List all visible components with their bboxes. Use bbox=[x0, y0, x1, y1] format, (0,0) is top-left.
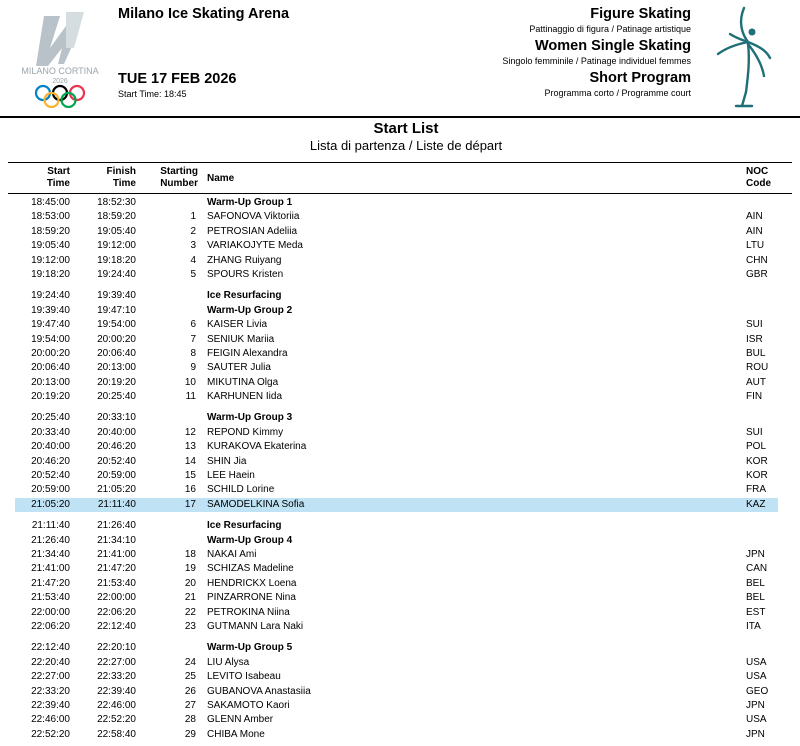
table-row bbox=[0, 606, 800, 620]
start-time-cell: 19:18:20 bbox=[31, 268, 70, 280]
starting-number-cell: 25 bbox=[184, 671, 196, 683]
start-time-cell: 21:05:20 bbox=[31, 498, 70, 510]
phase-subtitle: Programma corto / Programme court bbox=[544, 88, 691, 98]
name-cell: SENIUK Mariia bbox=[207, 333, 275, 345]
name-cell: LEVITO Isabeau bbox=[207, 671, 281, 683]
table-row bbox=[0, 254, 800, 268]
event-date: TUE 17 FEB 2026 bbox=[118, 71, 237, 87]
finish-time-cell: 20:06:40 bbox=[97, 347, 136, 359]
starting-number-cell: 22 bbox=[184, 606, 196, 618]
finish-time-cell: 19:24:40 bbox=[97, 268, 136, 280]
noc-cell: SUI bbox=[746, 426, 763, 438]
table-row bbox=[0, 196, 800, 210]
starting-number-cell: 1 bbox=[190, 211, 196, 223]
start-time-cell: 20:59:00 bbox=[31, 484, 70, 496]
noc-cell: JPN bbox=[746, 548, 765, 560]
sport-title: Figure Skating bbox=[590, 6, 691, 22]
finish-time-cell: 19:05:40 bbox=[97, 225, 136, 237]
table-row bbox=[0, 411, 800, 425]
noc-cell: KAZ bbox=[746, 498, 766, 510]
name-cell: VARIAKOJYTE Meda bbox=[207, 240, 303, 252]
noc-cell: AUT bbox=[746, 376, 766, 388]
table-row bbox=[0, 390, 800, 404]
name-cell: KURAKOVA Ekaterina bbox=[207, 441, 307, 453]
noc-cell: USA bbox=[746, 671, 767, 683]
start-time-cell: 21:47:20 bbox=[31, 577, 70, 589]
starting-number-cell: 12 bbox=[184, 426, 196, 438]
start-time-cell: 22:46:00 bbox=[31, 714, 70, 726]
figure-skater-pictogram-icon bbox=[712, 4, 774, 110]
noc-cell: KOR bbox=[746, 470, 768, 482]
finish-time-cell: 21:41:00 bbox=[97, 548, 136, 560]
noc-cell: FRA bbox=[746, 484, 766, 496]
table-row bbox=[0, 656, 800, 670]
table-row bbox=[0, 685, 800, 699]
starting-number-cell: 19 bbox=[184, 563, 196, 575]
table-row bbox=[0, 728, 800, 742]
finish-time-cell: 19:39:40 bbox=[97, 290, 136, 302]
noc-cell: BEL bbox=[746, 592, 765, 604]
finish-time-cell: 20:52:40 bbox=[97, 455, 136, 467]
table-row bbox=[0, 361, 800, 375]
starting-number-cell: 26 bbox=[184, 685, 196, 697]
event-subtitle: Singolo femminile / Patinage individuel femmes bbox=[502, 56, 691, 66]
noc-cell: GEO bbox=[746, 685, 769, 697]
table-row bbox=[0, 455, 800, 469]
name-cell: PETROKINA Niina bbox=[207, 606, 290, 618]
table-row bbox=[0, 534, 800, 548]
start-time-cell: 20:40:00 bbox=[31, 441, 70, 453]
finish-time-cell: 20:40:00 bbox=[97, 426, 136, 438]
finish-time-cell: 22:00:00 bbox=[97, 592, 136, 604]
event-title: Women Single Skating bbox=[534, 38, 691, 54]
finish-time-cell: 22:46:00 bbox=[97, 699, 136, 711]
table-row bbox=[0, 577, 800, 591]
starting-number-cell: 6 bbox=[190, 319, 196, 331]
name-cell: SAFONOVA Viktoriia bbox=[207, 211, 300, 223]
header-rule bbox=[0, 116, 800, 118]
start-time-cell: 20:52:40 bbox=[31, 470, 70, 482]
starting-number-cell: 27 bbox=[184, 699, 196, 711]
finish-time-cell: 21:47:20 bbox=[97, 563, 136, 575]
noc-cell: SUI bbox=[746, 319, 763, 331]
table-row bbox=[0, 376, 800, 390]
event-info bbox=[502, 6, 691, 102]
name-cell: REPOND Kimmy bbox=[207, 426, 284, 438]
noc-cell: CAN bbox=[746, 563, 768, 575]
table-row bbox=[0, 469, 800, 483]
start-time-cell: 19:12:00 bbox=[31, 254, 70, 266]
finish-time-cell: 19:47:10 bbox=[97, 304, 136, 316]
col-noc-code: NOC Code bbox=[746, 166, 771, 189]
table-row bbox=[0, 318, 800, 332]
name-cell: NAKAI Ami bbox=[207, 548, 257, 560]
finish-time-cell: 22:58:40 bbox=[97, 728, 136, 740]
finish-time-cell: 21:11:40 bbox=[97, 498, 136, 510]
name-cell: SAUTER Julia bbox=[207, 362, 271, 374]
table-row bbox=[0, 347, 800, 361]
starting-number-cell: 10 bbox=[184, 376, 196, 388]
start-time-cell: 22:12:40 bbox=[31, 642, 70, 654]
start-time-cell: 20:13:00 bbox=[31, 376, 70, 388]
table-row bbox=[0, 333, 800, 347]
finish-time-cell: 19:54:00 bbox=[97, 319, 136, 331]
finish-time-cell: 20:46:20 bbox=[97, 441, 136, 453]
finish-time-cell: 20:59:00 bbox=[97, 470, 136, 482]
start-time-cell: 20:33:40 bbox=[31, 426, 70, 438]
finish-time-cell: 22:33:20 bbox=[97, 671, 136, 683]
name-cell: FEIGIN Alexandra bbox=[207, 347, 288, 359]
noc-cell: ITA bbox=[746, 620, 761, 632]
table-row bbox=[0, 440, 800, 454]
starting-number-cell: 29 bbox=[184, 728, 196, 740]
table-row bbox=[0, 304, 800, 318]
starting-number-cell: 7 bbox=[190, 333, 196, 345]
start-time-cell: 22:20:40 bbox=[31, 656, 70, 668]
table-row bbox=[0, 483, 800, 497]
start-time-cell: 21:53:40 bbox=[31, 592, 70, 604]
name-cell: Warm-Up Group 1 bbox=[207, 197, 293, 208]
name-cell: PETROSIAN Adeliia bbox=[207, 225, 298, 237]
noc-cell: LTU bbox=[746, 240, 765, 252]
table-row bbox=[0, 562, 800, 576]
name-cell: SAMODELKINA Sofia bbox=[207, 498, 305, 510]
noc-cell: ISR bbox=[746, 333, 763, 345]
logo-year: 2026 bbox=[52, 78, 68, 85]
starting-number-cell: 18 bbox=[184, 548, 196, 560]
noc-cell: BEL bbox=[746, 577, 765, 589]
name-cell: SCHIZAS Madeline bbox=[207, 563, 294, 575]
start-time-cell: 18:59:20 bbox=[31, 225, 70, 237]
name-cell: KAISER Livia bbox=[207, 319, 268, 331]
noc-cell: USA bbox=[746, 656, 767, 668]
start-list-table bbox=[0, 196, 800, 742]
starting-number-cell: 4 bbox=[190, 254, 196, 266]
name-cell: SCHILD Lorine bbox=[207, 484, 275, 496]
table-row bbox=[0, 289, 800, 303]
name-cell: SAKAMOTO Kaori bbox=[207, 699, 290, 711]
sport-subtitle: Pattinaggio di figura / Patinage artistique bbox=[529, 24, 691, 34]
start-time-cell: 20:00:20 bbox=[31, 347, 70, 359]
name-cell: Ice Resurfacing bbox=[207, 520, 282, 532]
start-time-cell: 19:54:00 bbox=[31, 333, 70, 345]
start-time-cell: 22:33:20 bbox=[31, 685, 70, 697]
finish-time-cell: 22:20:10 bbox=[97, 642, 136, 654]
name-cell: MIKUTINA Olga bbox=[207, 376, 279, 388]
venue-name: Milano Ice Skating Arena bbox=[118, 6, 290, 22]
start-time-cell: 20:19:20 bbox=[31, 391, 70, 403]
table-row bbox=[0, 225, 800, 239]
name-cell: Warm-Up Group 4 bbox=[207, 534, 293, 546]
name-cell: Ice Resurfacing bbox=[207, 290, 282, 302]
finish-time-cell: 22:27:00 bbox=[97, 656, 136, 668]
finish-time-cell: 20:00:20 bbox=[97, 333, 136, 345]
table-row bbox=[0, 268, 800, 282]
start-time-cell: 22:52:20 bbox=[31, 728, 70, 740]
row-spacer bbox=[0, 404, 800, 411]
starting-number-cell: 28 bbox=[184, 714, 196, 726]
starting-number-cell: 23 bbox=[184, 620, 196, 632]
start-time-cell: 20:06:40 bbox=[31, 362, 70, 374]
table-row bbox=[0, 548, 800, 562]
start-time-cell: 22:00:00 bbox=[31, 606, 70, 618]
table-row bbox=[0, 641, 800, 655]
starting-number-cell: 13 bbox=[184, 441, 196, 453]
start-time-cell: 20:25:40 bbox=[31, 412, 70, 424]
noc-cell: FIN bbox=[746, 391, 763, 403]
name-cell: Warm-Up Group 5 bbox=[207, 642, 293, 654]
start-time-cell: 18:53:00 bbox=[31, 211, 70, 223]
start-time-cell: 21:26:40 bbox=[31, 534, 70, 546]
name-cell: GUBANOVA Anastasiia bbox=[207, 685, 311, 697]
starting-number-cell: 2 bbox=[190, 225, 196, 237]
col-finish-time: Finish Time bbox=[106, 166, 136, 189]
start-time-cell: 19:47:40 bbox=[31, 319, 70, 331]
starting-number-cell: 11 bbox=[185, 391, 196, 403]
page-title: Start List bbox=[373, 120, 439, 137]
table-row bbox=[0, 713, 800, 727]
starting-number-cell: 16 bbox=[184, 484, 196, 496]
finish-time-cell: 21:26:40 bbox=[97, 520, 136, 532]
table-row bbox=[0, 591, 800, 605]
start-time-cell: 19:24:40 bbox=[31, 290, 70, 302]
noc-cell: BUL bbox=[746, 347, 766, 359]
start-time-cell: 22:39:40 bbox=[31, 699, 70, 711]
start-time-cell: 19:39:40 bbox=[31, 304, 70, 316]
start-time-cell: 21:41:00 bbox=[31, 563, 70, 575]
col-start-time: Start Time bbox=[46, 166, 70, 189]
starting-number-cell: 15 bbox=[184, 470, 196, 482]
starting-number-cell: 14 bbox=[184, 455, 196, 467]
noc-cell: ROU bbox=[746, 362, 769, 374]
name-cell: GUTMANN Lara Naki bbox=[207, 620, 304, 632]
name-cell: KARHUNEN Iida bbox=[207, 391, 283, 403]
name-cell: LEE Haein bbox=[207, 470, 255, 482]
logo-text: MILANO CORTINA bbox=[21, 66, 99, 76]
finish-time-cell: 22:52:20 bbox=[97, 714, 136, 726]
starting-number-cell: 21 bbox=[184, 592, 196, 604]
finish-time-cell: 21:53:40 bbox=[97, 577, 136, 589]
table-row bbox=[0, 670, 800, 684]
finish-time-cell: 20:25:40 bbox=[97, 391, 136, 403]
name-cell: CHIBA Mone bbox=[207, 728, 265, 740]
noc-cell: KOR bbox=[746, 455, 768, 467]
starting-number-cell: 20 bbox=[184, 577, 196, 589]
finish-time-cell: 20:33:10 bbox=[97, 412, 136, 424]
start-time-cell: 22:06:20 bbox=[31, 620, 70, 632]
starting-number-cell: 17 bbox=[184, 498, 196, 510]
finish-time-cell: 20:19:20 bbox=[97, 376, 136, 388]
noc-cell: USA bbox=[746, 714, 767, 726]
starting-number-cell: 24 bbox=[184, 656, 196, 668]
noc-cell: GBR bbox=[746, 268, 768, 280]
name-cell: PINZARRONE Nina bbox=[207, 592, 296, 604]
noc-cell: CHN bbox=[746, 254, 768, 266]
finish-time-cell: 19:18:20 bbox=[97, 254, 136, 266]
row-spacer bbox=[0, 634, 800, 641]
start-time-cell: 21:34:40 bbox=[31, 548, 70, 560]
start-time-cell: 22:27:00 bbox=[31, 671, 70, 683]
noc-cell: JPN bbox=[746, 728, 765, 740]
milano-cortina-logo bbox=[14, 8, 106, 108]
page-subtitle: Lista di partenza / Liste de départ bbox=[309, 138, 503, 153]
phase-title: Short Program bbox=[589, 70, 691, 86]
name-cell: Warm-Up Group 3 bbox=[207, 412, 293, 424]
document-header bbox=[0, 0, 800, 116]
table-row bbox=[0, 699, 800, 713]
olympic-rings-icon bbox=[36, 86, 84, 107]
table-row-highlighted bbox=[15, 498, 778, 512]
finish-time-cell: 19:12:00 bbox=[97, 240, 136, 252]
start-time-cell: 18:45:00 bbox=[31, 197, 70, 208]
start-time-cell: 19:05:40 bbox=[31, 240, 70, 252]
finish-time-cell: 20:13:00 bbox=[97, 362, 136, 374]
name-cell: ZHANG Ruiyang bbox=[207, 254, 282, 266]
noc-cell: AIN bbox=[746, 211, 763, 223]
finish-time-cell: 21:34:10 bbox=[97, 534, 136, 546]
table-row bbox=[0, 620, 800, 634]
name-cell: SPOURS Kristen bbox=[207, 268, 284, 280]
table-row bbox=[0, 239, 800, 253]
name-cell: Warm-Up Group 2 bbox=[207, 304, 293, 316]
table-row bbox=[0, 210, 800, 224]
column-headers bbox=[8, 162, 792, 194]
noc-cell: JPN bbox=[746, 699, 765, 711]
name-cell: GLENN Amber bbox=[207, 714, 274, 726]
table-row bbox=[0, 426, 800, 440]
name-cell: HENDRICKX Loena bbox=[207, 577, 297, 589]
finish-time-cell: 21:05:20 bbox=[97, 484, 136, 496]
finish-time-cell: 22:12:40 bbox=[97, 620, 136, 632]
start-time-cell: 21:11:40 bbox=[31, 520, 70, 532]
start-time-cell: 20:46:20 bbox=[31, 455, 70, 467]
table-row bbox=[0, 519, 800, 533]
finish-time-cell: 22:06:20 bbox=[97, 606, 136, 618]
starting-number-cell: 8 bbox=[190, 347, 196, 359]
noc-cell: EST bbox=[746, 606, 766, 618]
noc-cell: AIN bbox=[746, 225, 763, 237]
starting-number-cell: 9 bbox=[190, 362, 196, 374]
finish-time-cell: 18:52:30 bbox=[97, 197, 136, 208]
col-starting-number: Starting Number bbox=[160, 166, 198, 189]
name-cell: SHIN Jia bbox=[207, 455, 247, 467]
starting-number-cell: 3 bbox=[190, 240, 196, 252]
row-spacer bbox=[0, 512, 800, 519]
finish-time-cell: 22:39:40 bbox=[97, 685, 136, 697]
col-name: Name bbox=[207, 173, 235, 184]
starting-number-cell: 5 bbox=[190, 268, 196, 280]
row-spacer bbox=[0, 282, 800, 289]
finish-time-cell: 18:59:20 bbox=[97, 211, 136, 223]
start-time: Start Time: 18:45 bbox=[118, 89, 187, 99]
name-cell: LIU Alysa bbox=[207, 656, 250, 668]
noc-cell: POL bbox=[746, 441, 767, 453]
